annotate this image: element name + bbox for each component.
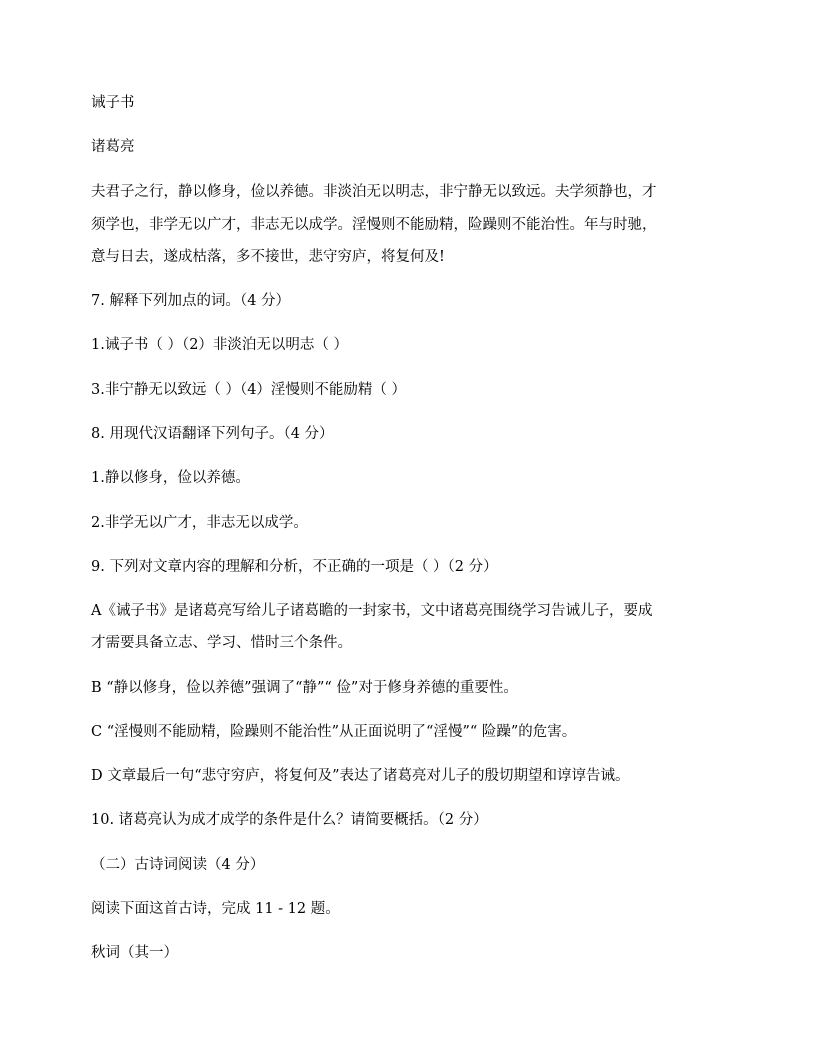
passage-line-1: 夫君子之行，静以修身，俭以养德。非淡泊无以明志，非宁静无以致远。夫学须静也，才 — [91, 184, 657, 200]
poem-title: 秋词（其一） — [91, 945, 178, 961]
question-8-item-1: 1.静以修身，俭以养德。 — [91, 470, 250, 486]
passage-line-2: 须学也，非学无以广才，非志无以成学。淫慢则不能励精，险躁则不能治性。年与时驰， — [91, 217, 657, 233]
passage-line-3: 意与日去，遂成枯落，多不接世，悲守穷庐，将复何及! — [91, 249, 445, 265]
question-9-option-b: B “静以修身，俭以养德”强调了“静”“ 俭”对于修身养德的重要性。 — [91, 680, 518, 696]
option-a-line-1: A《诫子书》是诸葛亮写给儿子诸葛瞻的一封家书，文中诸葛亮围绕学习告诫儿子，要成 — [91, 603, 653, 619]
essay-title: 诫子书 — [91, 95, 135, 111]
essay-author: 诸葛亮 — [91, 139, 135, 155]
question-9-option-c: C “淫慢则不能励精，险躁则不能治性”从正面说明了“淫慢”“ 险躁”的危害。 — [91, 724, 577, 740]
question-7-line-2: 3.非宁静无以致远（ ）（4）淫慢则不能励精（ ） — [91, 382, 407, 398]
section-2-heading: （二）古诗词阅读（4 分） — [91, 857, 265, 873]
question-9-option-d: D 文章最后一句“悲守穷庐，将复何及”表达了诸葛亮对儿子的殷切期望和谆谆告诫。 — [91, 768, 630, 784]
question-9-stem: 9. 下列对文章内容的理解和分析，不正确的一项是（ ）（2 分） — [91, 559, 498, 575]
question-7-stem: 7. 解释下列加点的词。（4 分） — [91, 293, 291, 309]
option-a-line-2: 才需要具备立志、学习、惜时三个条件。 — [91, 635, 352, 651]
question-8-item-2: 2.非学无以广才，非志无以成学。 — [91, 515, 308, 531]
question-10-stem: 10. 诸葛亮认为成才成学的条件是什么？请简要概括。（2 分） — [91, 812, 488, 828]
question-7-line-1: 1.诫子书（ ）（2）非淡泊无以明志（ ） — [91, 337, 349, 353]
question-8-stem: 8. 用现代汉语翻译下列句子。（4 分） — [91, 426, 334, 442]
section-2-instruction: 阅读下面这首古诗，完成 11 - 12 题。 — [91, 901, 340, 917]
